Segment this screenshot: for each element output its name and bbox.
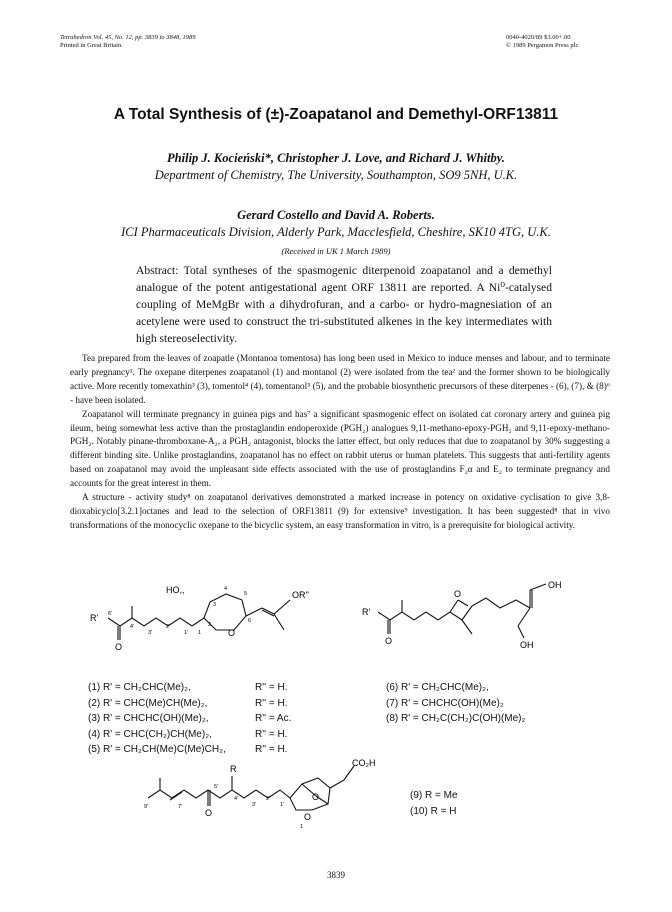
r-label: R <box>230 764 237 774</box>
compound-row: (8) R' = CH₂C(CH₂)C(OH)(Me)₂ <box>386 713 526 724</box>
atom-number-4p: 4' <box>130 624 135 630</box>
atom-number-5p: 5' <box>214 784 219 790</box>
atom-number-2: 2 <box>208 622 212 628</box>
paragraph-1: Tea prepared from the leaves of zoapatle (Montanoa tomentosa) has long been used in Mexico to induce menses and labour, and to terminate early pregnancy¹. The oxepane diterpenes zoapatanol (1) and montanol (2) were isolated from the tea² and the former shown to be biologically active. More recently tomexathin³ (3), tomentol⁴ (4), tomentanol⁵ (5), and the probable biosynthetic precursors of these diterpenes - (6), (7), & (8)⁶ - have been isolated. <box>70 353 610 405</box>
atom-number-3p: 3' <box>148 630 153 636</box>
compound-list-right <box>386 680 525 727</box>
paper-title: A Total Synthesis of (±)-Zoapatanol and Demethyl-ORF13811 <box>113 106 559 123</box>
atom-number-1: 1 <box>198 630 202 636</box>
bridge-oxygen-label: O <box>312 792 320 802</box>
compound-row: (6) R' = CH₂CHC(Me)₂, <box>386 682 489 693</box>
atom-number-4p-bottom: 4' <box>234 796 239 802</box>
affiliation-ici: ICI Pharmaceuticals Division, Alderly Park, Macclesfield, Cheshire, SK10 4TG, U.K. <box>121 225 551 239</box>
hydroxy-label-1: OH <box>548 580 562 590</box>
atom-number-1-bottom: 1 <box>300 824 304 830</box>
or-double-prime-label: OR'' <box>292 590 309 600</box>
atom-number-2p: 2' <box>166 624 171 630</box>
compound-row: (7) R' = CHCHC(OH)(Me)₂ <box>386 697 504 709</box>
atom-number-6: 6 <box>248 618 252 624</box>
compound-row: (9) R = Me <box>410 790 458 801</box>
hydroxy-label-2: OH <box>520 640 534 650</box>
structure-oxepane <box>70 578 330 688</box>
epoxide-oxygen-label: O <box>454 589 462 599</box>
compound-list-left <box>88 680 291 758</box>
keto-oxygen-label-bottom: O <box>205 808 213 818</box>
atom-number-4: 4 <box>224 586 228 592</box>
affiliation-southampton: Department of Chemistry, The University, Southampton, SO9 5NH, U.K. <box>154 168 518 182</box>
page-number: 3839 <box>327 870 345 880</box>
compound-row: (3) R' = CHCHC(OH)(Me)₂, R'' = Ac. <box>88 713 292 724</box>
received-date: (Received in UK 1 March 1989) <box>281 246 391 256</box>
copyright-line: © 1989 Pergamon Press plc <box>506 42 579 49</box>
ring-oxygen-label: O <box>228 628 236 638</box>
journal-citation-line2: Printed in Great Britain. <box>60 42 123 49</box>
r-prime-label-right: R' <box>362 607 371 617</box>
keto-oxygen-label-right: O <box>385 636 393 646</box>
paragraph-2: Zoapatanol will terminate pregnancy in guinea pigs and has⁷ a significant spasmogenic effect on isolated cat coronary artery and guinea pig ileum, being somewhat less active than the prostaglandin endoperoxide (PGH₂) analogues 9,11-methano-epoxy-PGH₂ and 9,11-epoxy-methano-PGH₂. Notably pinane-thromboxane-A₂, a PGH₂ antagonist, blocks the latter effect, but only reduces that due to zoapatanol by 30% suggesting a different binding site. Unlike prostaglandins, zoapatanol has no effect on rabbit uterus or human platelets. This suggests that anti-fertility agents based on zoapatanol may avoid the unpleasant side effects associated with the use of prostaglandins F₂α and E₂ to terminate pregnancy and accounts for the great interest in them. <box>70 408 610 489</box>
price-code: 0040-4020/89 $3.00+.00 <box>506 34 571 41</box>
atom-number-3p-bottom: 3' <box>252 802 257 808</box>
atom-number-1p: 1' <box>184 630 189 636</box>
r-prime-label: R' <box>90 613 99 623</box>
authors-ici: Gerard Costello and David A. Roberts. <box>237 208 435 222</box>
paragraph-3: A structure - activity study⁸ on zoapatanol derivatives demonstrated a marked increase in potency on oxidative cyclisation to give 3,8-dioxabicyclo[3.2.1]octanes and lead to the selection of ORF13811 (9) for extensive⁹ investigation. It has been suggested⁸ that in vivo transformations of the monocyclic oxepane to the bicyclic system, an easy transformation in vitro, is a prerequisite for biological activity. <box>70 492 610 530</box>
atom-number-1p-bottom: 1' <box>280 802 285 808</box>
copyright-block <box>506 34 578 50</box>
compound-row: (4) R' = CHC(CH₂)CH(Me)₂, R'' = H. <box>88 728 288 740</box>
journal-citation <box>60 34 195 50</box>
compound-row: (5) R' = CH₂CH(Me)C(Me)CH₂, R'' = H. <box>88 744 288 755</box>
ring-oxygen-label-bottom: O <box>304 812 312 822</box>
compound-row: (2) R' = CHC(Me)CH(Me)₂, R'' = H. <box>88 697 288 709</box>
compound-row: (10) R = H <box>410 805 457 817</box>
keto-oxygen-label: O <box>115 642 123 652</box>
structure-epoxide <box>358 578 598 688</box>
authors-southampton: Philip J. Kocieński*, Christopher J. Love, and Richard J. Whitby. <box>167 151 505 165</box>
body-text <box>70 352 610 533</box>
atom-number-7p: 7' <box>178 804 183 810</box>
atom-number-9p: 9' <box>144 804 149 810</box>
journal-citation-line1: Tetrahedron Vol. 45, No. 12, pp. 3839 to 3848, 1989 <box>60 34 196 41</box>
structure-bicyclic <box>140 758 400 858</box>
atom-number-2p-bottom: 2' <box>266 796 271 802</box>
carboxylic-acid-label: CO₂H <box>352 758 376 768</box>
atom-number-5: 5 <box>244 591 248 597</box>
compound-list-bottom <box>410 788 458 819</box>
atom-number-3: 3 <box>213 602 217 608</box>
compound-row: (1) R' = CH₂CHC(Me)₂, R'' = H. <box>88 682 288 693</box>
atom-number-6p: 6' <box>108 611 113 617</box>
hydroxy-label: HO,, <box>166 585 185 595</box>
abstract: Abstract: Total syntheses of the spasmogenic diterpenoid zoapatanol and a demethyl analogue of the potent antigestational agent ORF 13811 are reported. A Ni⁰-catalysed coupling of MeMgBr with a dihydrofuran, and a carbo- or hydro-magnesiation of an acetylene were used to construct the tri-substituted alkenes in the key intermediates with high stereoselectivity. <box>136 264 552 345</box>
